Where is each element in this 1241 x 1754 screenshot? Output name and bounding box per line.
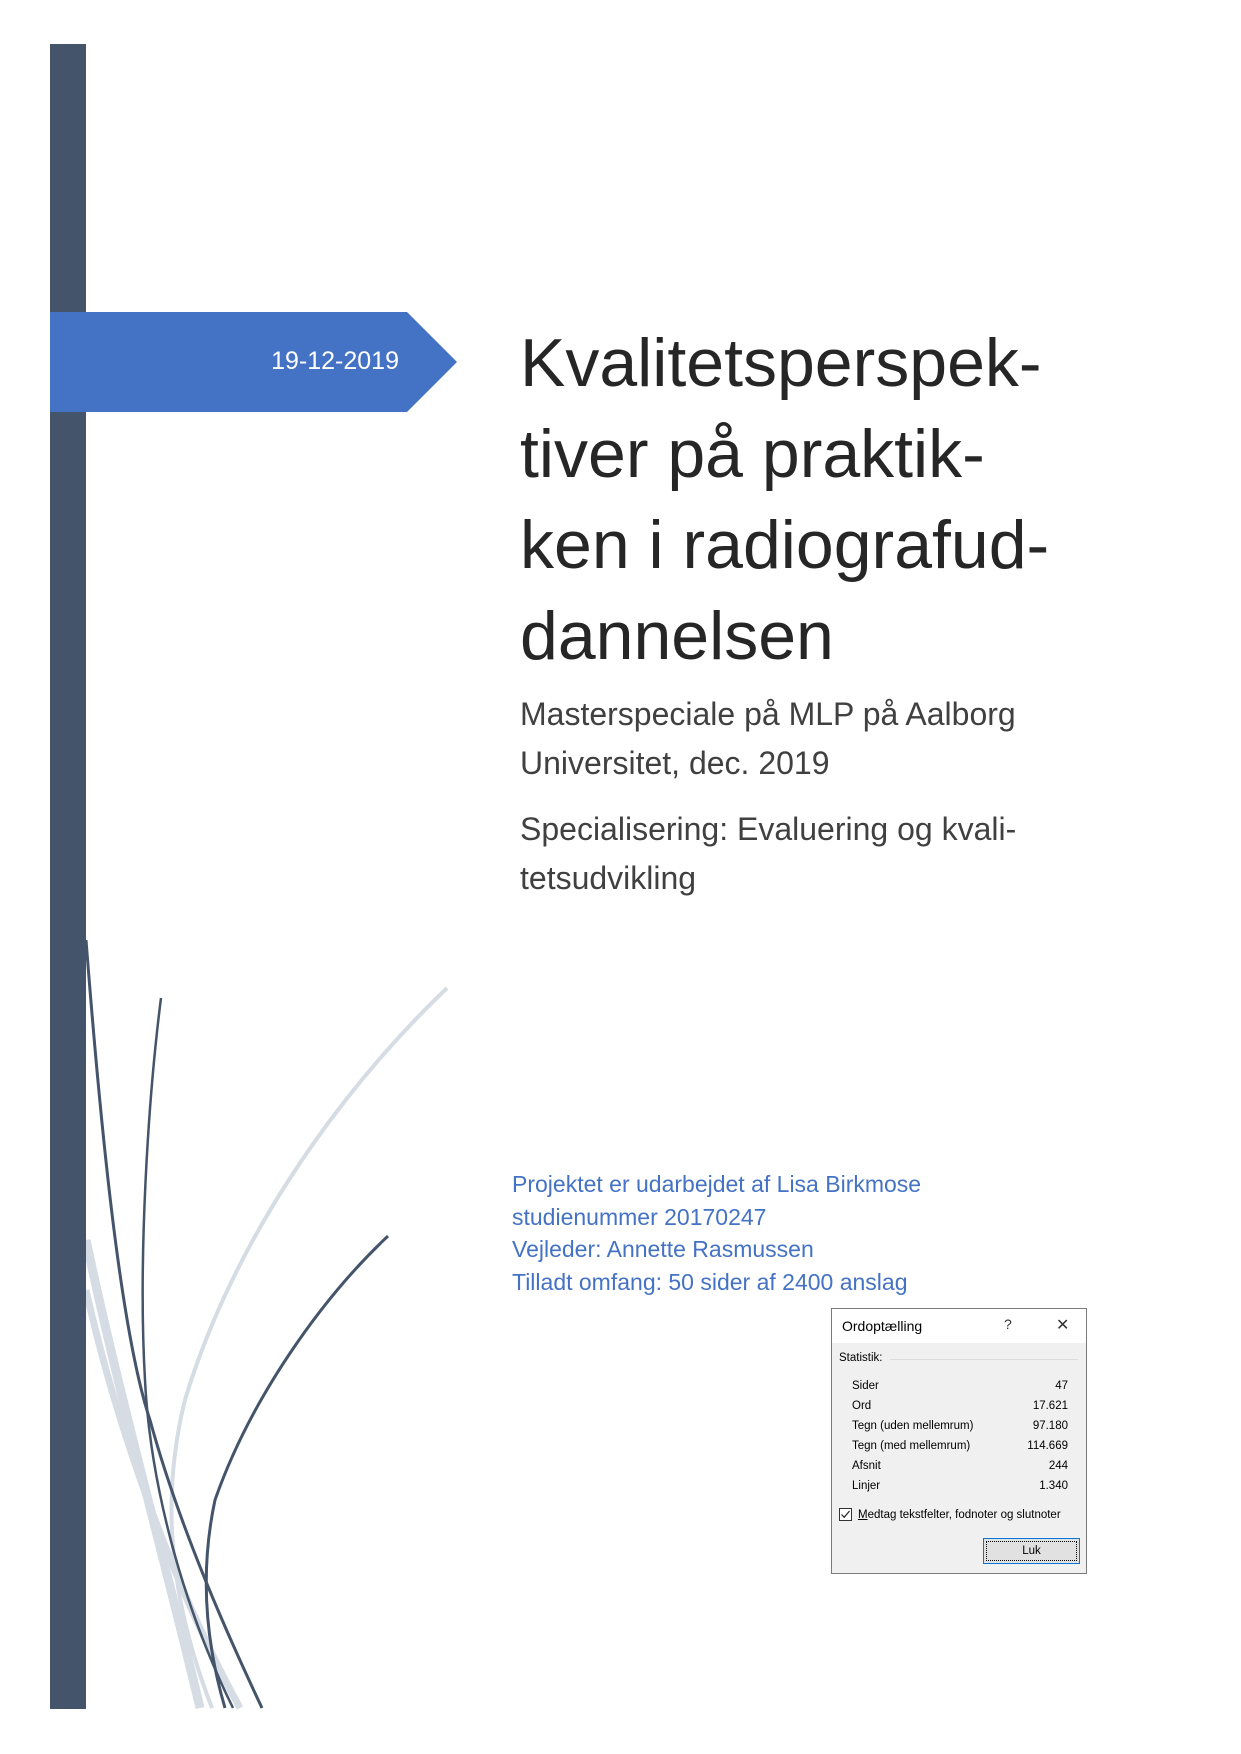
include-textboxes-footnotes-option[interactable] xyxy=(839,1508,1061,1521)
stat-value: 97.180 xyxy=(1032,1420,1068,1432)
word-count-dialog xyxy=(831,1308,1087,1574)
specialization-line: tetsudvikling xyxy=(520,860,697,896)
checkmark-icon xyxy=(840,1509,851,1520)
stat-row-pages xyxy=(852,1376,1068,1396)
stat-label: Sider xyxy=(852,1380,879,1392)
dialog-titlebar xyxy=(832,1309,1086,1343)
stat-label: Tegn (uden mellemrum) xyxy=(852,1420,974,1432)
title-line: Kvalitetsperspek- xyxy=(520,325,1042,401)
checkbox-label-text: edtag tekstfelter, fodnoter og slutnoter xyxy=(867,1508,1061,1521)
close-button[interactable]: Luk xyxy=(983,1538,1080,1564)
dialog-title: Ordoptælling xyxy=(842,1318,923,1334)
close-icon[interactable]: ✕ xyxy=(1056,1317,1070,1334)
cover-date: 19-12-2019 xyxy=(271,347,399,375)
stat-value: 114.669 xyxy=(1027,1440,1068,1452)
checkbox-label[interactable] xyxy=(858,1509,1061,1521)
stat-row-lines xyxy=(852,1476,1068,1496)
stat-value: 244 xyxy=(1048,1460,1068,1472)
title-line: dannelsen xyxy=(520,598,834,674)
subtitle-line: Masterspeciale på MLP på Aalborg xyxy=(520,696,1016,732)
scope-line: Tilladt omfang: 50 sider af 2400 anslag xyxy=(512,1268,908,1295)
date-banner xyxy=(50,312,457,412)
specialization-line: Specialisering: Evaluering og kvali- xyxy=(520,811,1017,847)
sidebar-bar xyxy=(50,44,86,1709)
checkbox-mnemonic: M xyxy=(858,1508,868,1521)
subtitle-line: Universitet, dec. 2019 xyxy=(520,745,830,781)
stat-value: 1.340 xyxy=(1039,1480,1068,1492)
statistics-list xyxy=(852,1376,1068,1496)
author-line: Projektet er udarbejdet af Lisa Birkmose xyxy=(512,1171,922,1197)
stat-row-chars-no-spaces xyxy=(852,1416,1068,1436)
author-info xyxy=(512,1168,921,1298)
document-subtitle xyxy=(520,690,1140,788)
stat-label: Ord xyxy=(852,1400,872,1412)
stat-label: Tegn (med mellemrum) xyxy=(852,1440,971,1452)
supervisor-line: Vejleder: Annette Rasmussen xyxy=(512,1236,814,1262)
student-number-line: studienummer 20170247 xyxy=(512,1203,767,1230)
include-textboxes-checkbox[interactable] xyxy=(839,1508,852,1521)
stat-label: Afsnit xyxy=(852,1460,881,1472)
specialization xyxy=(520,805,1140,903)
title-line: tiver på praktik- xyxy=(520,416,985,492)
stat-value: 47 xyxy=(1055,1380,1068,1392)
stat-row-words xyxy=(852,1396,1068,1416)
title-line: ken i radiografud- xyxy=(520,507,1050,583)
stat-row-paragraphs xyxy=(852,1456,1068,1476)
statistics-heading: Statistik: xyxy=(839,1352,883,1364)
section-divider xyxy=(890,1359,1078,1360)
stat-value: 17.621 xyxy=(1032,1400,1068,1412)
stat-label: Linjer xyxy=(852,1480,881,1492)
stat-row-chars-with-spaces xyxy=(852,1436,1068,1456)
help-icon[interactable]: ? xyxy=(1004,1316,1012,1332)
document-title xyxy=(520,318,1120,682)
